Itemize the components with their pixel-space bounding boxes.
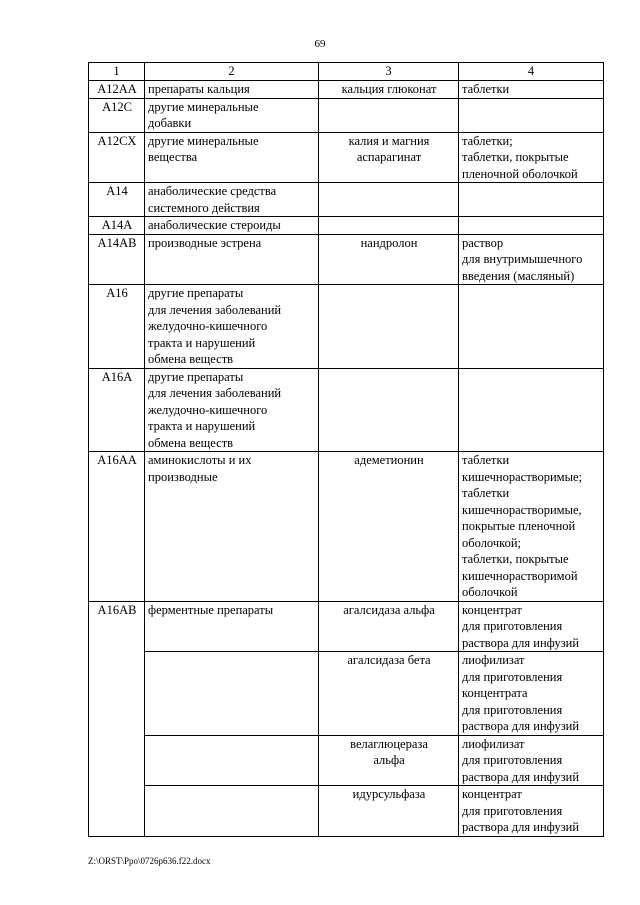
group-name-cell: анаболические стероиды [145, 217, 319, 235]
drug-name-cell: калия и магния аспарагинат [319, 132, 459, 183]
drug-name-cell [319, 98, 459, 132]
dosage-form-cell: раствор для внутримышечного введения (масляный) [459, 234, 604, 285]
drug-name-cell: велаглюцераза альфа [319, 735, 459, 786]
table-row [89, 786, 604, 837]
atc-code-cell: A16AA [89, 452, 145, 602]
column-header: 1 [89, 63, 145, 81]
table-row [89, 601, 604, 652]
table-row [89, 183, 604, 217]
atc-code-cell: A16 [89, 285, 145, 369]
dosage-form-cell: концентрат для приготовления раствора для инфузий [459, 601, 604, 652]
group-name-cell: другие минеральные вещества [145, 132, 319, 183]
dosage-form-cell: концентрат для приготовления раствора для инфузий [459, 786, 604, 837]
drug-name-cell [319, 368, 459, 452]
group-name-cell: другие минеральные добавки [145, 98, 319, 132]
group-name-cell [145, 735, 319, 786]
drug-name-cell: кальция глюконат [319, 81, 459, 99]
drug-name-cell: агалсидаза бета [319, 652, 459, 736]
drug-table [88, 62, 604, 837]
atc-code-cell: A12CX [89, 132, 145, 183]
table-row [89, 735, 604, 786]
atc-code-cell: A12AA [89, 81, 145, 99]
group-name-cell [145, 786, 319, 837]
atc-code-cell: A16AB [89, 601, 145, 836]
group-name-cell: аминокислоты и их производные [145, 452, 319, 602]
atc-code-cell: A14 [89, 183, 145, 217]
dosage-form-cell: таблетки кишечнорастворимые; таблетки кишечнорастворимые, покрытые пленочной оболочкой; таблетки, покрытые кишечнорастворимой оболочкой [459, 452, 604, 602]
dosage-form-cell: лиофилизат для приготовления раствора для инфузий [459, 735, 604, 786]
group-name-cell: другие препараты для лечения заболеваний желудочно-кишечного тракта и нарушений обмена веществ [145, 285, 319, 369]
table-row [89, 98, 604, 132]
table-row [89, 81, 604, 99]
column-header: 4 [459, 63, 604, 81]
atc-code-cell: A14A [89, 217, 145, 235]
document-file-path: Z:\ORST\Ppo\0726p636.f22.docx [88, 856, 211, 866]
group-name-cell: анаболические средства системного действия [145, 183, 319, 217]
dosage-form-cell [459, 368, 604, 452]
table-row [89, 452, 604, 602]
atc-code-cell: A12C [89, 98, 145, 132]
table-row [89, 132, 604, 183]
table-row [89, 234, 604, 285]
group-name-cell: производные эстрена [145, 234, 319, 285]
table-row [89, 285, 604, 369]
table-row [89, 217, 604, 235]
column-header: 2 [145, 63, 319, 81]
table-row [89, 652, 604, 736]
group-name-cell [145, 652, 319, 736]
drug-name-cell: агалсидаза альфа [319, 601, 459, 652]
group-name-cell: препараты кальция [145, 81, 319, 99]
drug-name-cell [319, 285, 459, 369]
dosage-form-cell: таблетки [459, 81, 604, 99]
drug-name-cell [319, 183, 459, 217]
column-header: 3 [319, 63, 459, 81]
atc-code-cell: A16A [89, 368, 145, 452]
drug-name-cell: нандролон [319, 234, 459, 285]
page-number: 69 [314, 38, 326, 50]
dosage-form-cell [459, 98, 604, 132]
dosage-form-cell [459, 183, 604, 217]
table-header-row [89, 63, 604, 81]
group-name-cell: ферментные препараты [145, 601, 319, 652]
drug-name-cell: адеметионин [319, 452, 459, 602]
dosage-form-cell [459, 217, 604, 235]
drug-name-cell [319, 217, 459, 235]
drug-name-cell: идурсульфаза [319, 786, 459, 837]
group-name-cell: другие препараты для лечения заболеваний желудочно-кишечного тракта и нарушений обмена веществ [145, 368, 319, 452]
dosage-form-cell: лиофилизат для приготовления концентрата для приготовления раствора для инфузий [459, 652, 604, 736]
table-row [89, 368, 604, 452]
dosage-form-cell [459, 285, 604, 369]
dosage-form-cell: таблетки; таблетки, покрытые пленочной оболочкой [459, 132, 604, 183]
atc-code-cell: A14AB [89, 234, 145, 285]
